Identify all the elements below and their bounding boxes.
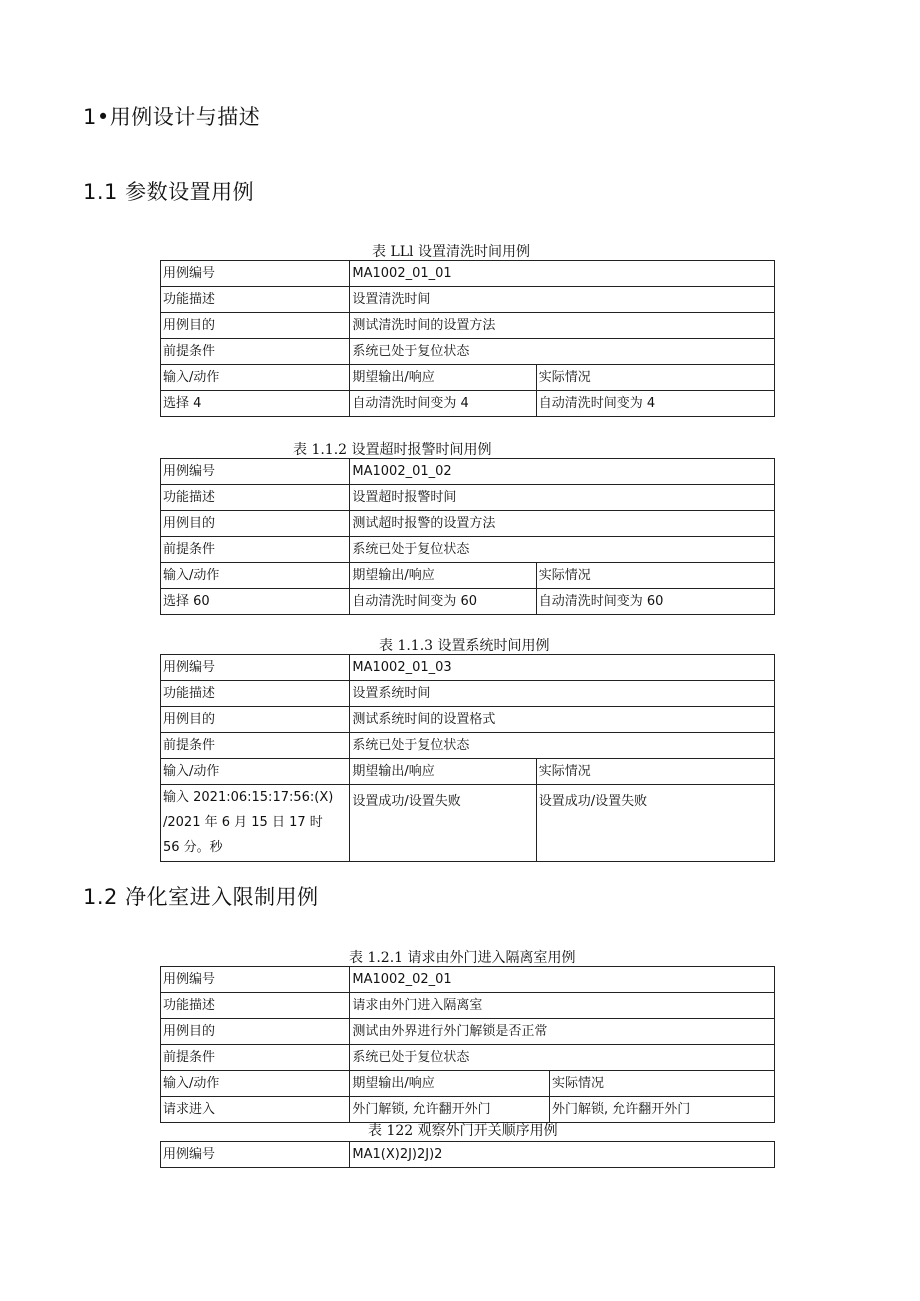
label-actual: 实际情况 — [536, 365, 774, 391]
value-input — [161, 785, 350, 862]
value-purpose: 测试超时报警的设置方法 — [350, 511, 775, 537]
value-input: 选择 60 — [161, 589, 350, 615]
label-func: 功能描述 — [161, 287, 350, 313]
use-case-table-2 — [160, 458, 775, 615]
value-purpose: 测试由外界进行外门解锁是否正常 — [350, 1019, 775, 1045]
value-input: 选择 4 — [161, 391, 350, 417]
value-actual: 设置成功/设置失败 — [536, 785, 774, 862]
label-func: 功能描述 — [161, 485, 350, 511]
label-actual: 实际情况 — [536, 563, 774, 589]
section-1-1-heading: 1.1 参数设置用例 — [83, 180, 255, 204]
heading-1: 1•用例设计与描述 — [83, 105, 261, 129]
value-pre: 系统已处于复位状态 — [350, 537, 775, 563]
table-caption: 表 1.2.1 请求由外门进入隔离室用例 — [349, 950, 576, 966]
value-pre: 系统已处于复位状态 — [350, 1045, 775, 1071]
value-actual: 自动清洗时间变为 4 — [536, 391, 774, 417]
value-id: MA1002_01_01 — [350, 261, 775, 287]
label-expected: 期望输出/响应 — [350, 1071, 550, 1097]
use-case-table-5 — [160, 1141, 775, 1168]
value-expected: 自动清洗时间变为 60 — [350, 589, 536, 615]
value-func: 请求由外门进入隔离室 — [350, 993, 775, 1019]
label-expected: 期望输出/响应 — [350, 759, 536, 785]
table-caption: 表 1.1.3 设置系统时间用例 — [379, 638, 550, 654]
label-pre: 前提条件 — [161, 339, 350, 365]
label-func: 功能描述 — [161, 993, 350, 1019]
value-id: MA1002_02_01 — [350, 967, 775, 993]
use-case-table-1 — [160, 260, 775, 417]
label-id: 用例编号 — [161, 261, 350, 287]
use-case-table-4 — [160, 966, 775, 1123]
label-purpose: 用例目的 — [161, 511, 350, 537]
value-func: 设置系统时间 — [350, 681, 775, 707]
label-input: 输入/动作 — [161, 365, 350, 391]
label-id: 用例编号 — [161, 967, 350, 993]
label-id: 用例编号 — [161, 1142, 350, 1168]
table-caption: 表 122 观察外门开关顺序用例 — [368, 1123, 558, 1139]
value-pre: 系统已处于复位状态 — [350, 339, 775, 365]
label-id: 用例编号 — [161, 459, 350, 485]
value-purpose: 测试清洗时间的设置方法 — [350, 313, 775, 339]
value-func: 设置超时报警时间 — [350, 485, 775, 511]
value-id: MA1(X)2J)2J)2 — [350, 1142, 775, 1168]
value-expected: 外门解锁, 允许翻开外门 — [350, 1097, 550, 1123]
value-id: MA1002_01_02 — [350, 459, 775, 485]
table-caption: 表 1.1.2 设置超时报警时间用例 — [293, 442, 492, 458]
value-func: 设置清洗时间 — [350, 287, 775, 313]
value-pre: 系统已处于复位状态 — [350, 733, 775, 759]
input-line-1: 输入 2021:06:15:17:56:(X) — [163, 790, 334, 805]
value-expected: 自动清洗时间变为 4 — [350, 391, 536, 417]
section-1-2-heading: 1.2 净化室进入限制用例 — [83, 885, 319, 909]
label-input: 输入/动作 — [161, 563, 350, 589]
label-pre: 前提条件 — [161, 537, 350, 563]
label-purpose: 用例目的 — [161, 707, 350, 733]
label-purpose: 用例目的 — [161, 313, 350, 339]
value-actual: 外门解锁, 允许翻开外门 — [549, 1097, 774, 1123]
input-line-2: /2021 年 6 月 15 日 17 时 — [163, 815, 323, 830]
label-input: 输入/动作 — [161, 759, 350, 785]
value-id: MA1002_01_03 — [350, 655, 775, 681]
label-input: 输入/动作 — [161, 1071, 350, 1097]
value-actual: 自动清洗时间变为 60 — [536, 589, 774, 615]
table-caption: 表 LLl 设置清洗时间用例 — [372, 244, 530, 260]
value-expected: 设置成功/设置失败 — [350, 785, 536, 862]
label-actual: 实际情况 — [536, 759, 774, 785]
label-actual: 实际情况 — [549, 1071, 774, 1097]
value-input: 请求进入 — [161, 1097, 350, 1123]
label-expected: 期望输出/响应 — [350, 365, 536, 391]
label-pre: 前提条件 — [161, 1045, 350, 1071]
label-purpose: 用例目的 — [161, 1019, 350, 1045]
label-func: 功能描述 — [161, 681, 350, 707]
label-expected: 期望输出/响应 — [350, 563, 536, 589]
label-id: 用例编号 — [161, 655, 350, 681]
value-purpose: 测试系统时间的设置格式 — [350, 707, 775, 733]
use-case-table-3 — [160, 654, 775, 862]
input-line-3: 56 分。秒 — [163, 840, 223, 855]
label-pre: 前提条件 — [161, 733, 350, 759]
